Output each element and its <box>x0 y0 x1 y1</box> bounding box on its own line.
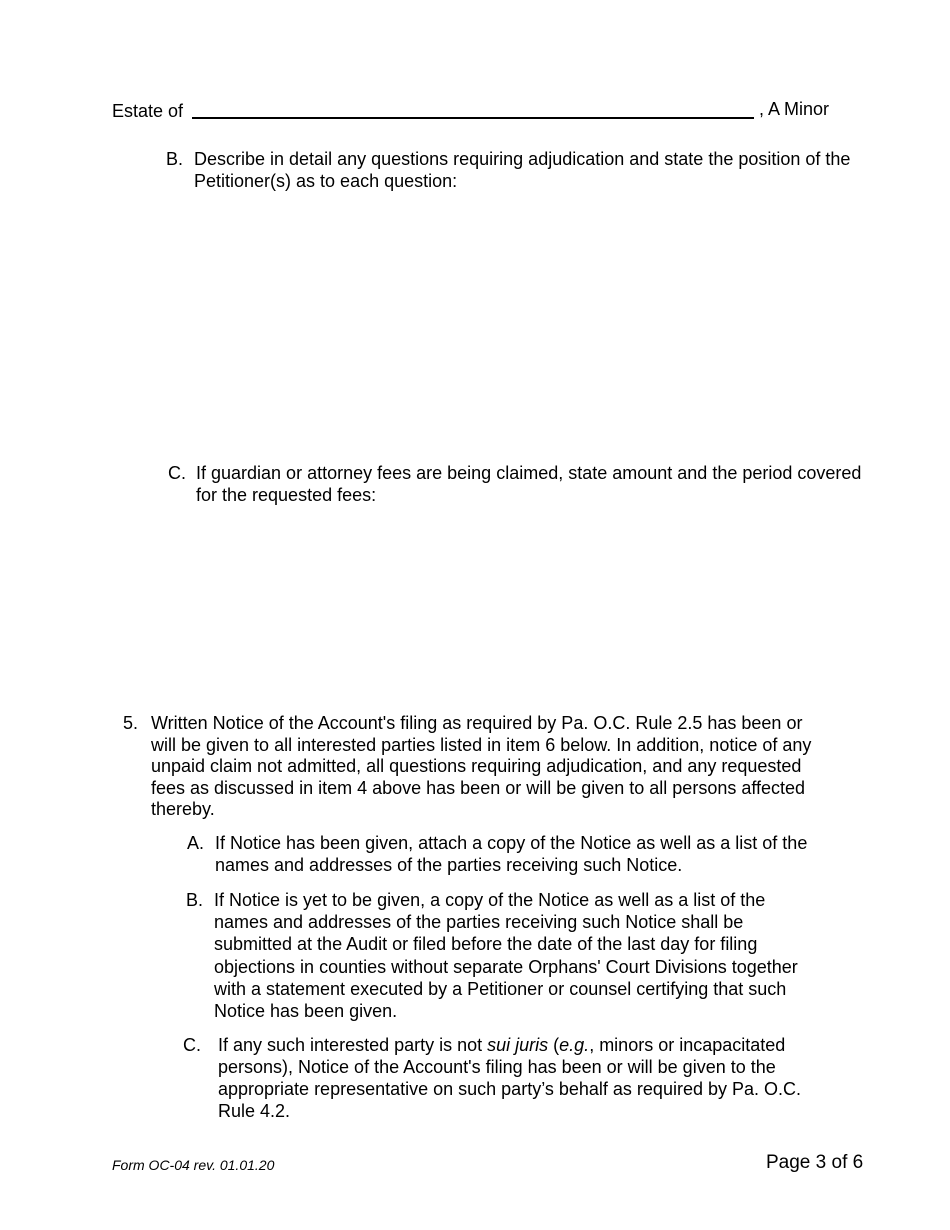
item5-b-letter: B. <box>186 890 204 910</box>
item4-c-letter: C. <box>168 463 186 483</box>
item5-c-line: persons), Notice of the Account's filing has been or will be given to the <box>218 1057 776 1077</box>
item5-line: Written Notice of the Account's filing as required by Pa. O.C. Rule 2.5 has been or <box>151 713 803 733</box>
item4-b-line2: Petitioner(s) as to each question: <box>194 171 458 191</box>
page-number: Page 3 of 6 <box>766 1152 864 1173</box>
estate-name-field[interactable] <box>192 117 754 119</box>
item5-line: fees as discussed in item 4 above has been or will be given to all persons affected <box>151 778 806 798</box>
item4-c-line1: If guardian or attorney fees are being claimed, state amount and the period covered <box>196 463 862 483</box>
item5-b-line: objections in counties without separate Orphans' Court Divisions together <box>214 957 798 977</box>
item5-number: 5. <box>123 713 139 733</box>
item5-b-line: names and addresses of the parties receiving such Notice shall be <box>214 912 744 932</box>
item4-c-line2: for the requested fees: <box>196 485 377 505</box>
item5-b-line: Notice has been given. <box>214 1001 398 1021</box>
estate-label: Estate of <box>112 101 184 121</box>
item5-b-line: with a statement executed by a Petitioner or counsel certifying that such <box>214 979 787 999</box>
estate-suffix: , A Minor <box>759 99 830 119</box>
item5-line: unpaid claim not admitted, all questions requiring adjudication, and any requested <box>151 756 802 776</box>
item4-b-line1: Describe in detail any questions requiring adjudication and state the position of the <box>194 149 851 169</box>
item5-c-text: , minors or incapacitated <box>589 1035 786 1055</box>
sui-juris-italic: sui juris <box>487 1035 549 1055</box>
item5-a-letter: A. <box>187 833 205 853</box>
item5-c-line: appropriate representative on such party’s behalf as required by Pa. O.C. <box>218 1079 801 1099</box>
item5-c-line1 <box>218 1034 785 1056</box>
item5-line: thereby. <box>151 799 215 819</box>
item5-c-text: ( <box>548 1035 560 1055</box>
item5-c-line: Rule 4.2. <box>218 1101 291 1121</box>
item5-a-line: If Notice has been given, attach a copy of the Notice as well as a list of the <box>215 833 808 853</box>
item5-c-text: If any such interested party is not <box>218 1035 488 1055</box>
item5-b-line: submitted at the Audit or filed before the date of the last day for filing <box>214 934 758 954</box>
item5-b-line: If Notice is yet to be given, a copy of the Notice as well as a list of the <box>214 890 766 910</box>
form-id: Form OC-04 rev. 01.01.20 <box>112 1157 275 1173</box>
eg-italic: e.g. <box>559 1035 590 1055</box>
item5-line: will be given to all interested parties listed in item 6 below. In addition, notice of any <box>151 735 812 755</box>
item5-c-letter: C. <box>183 1035 201 1055</box>
item5-a-line: names and addresses of the parties receiving such Notice. <box>215 855 683 875</box>
item4-b-letter: B. <box>166 149 184 169</box>
